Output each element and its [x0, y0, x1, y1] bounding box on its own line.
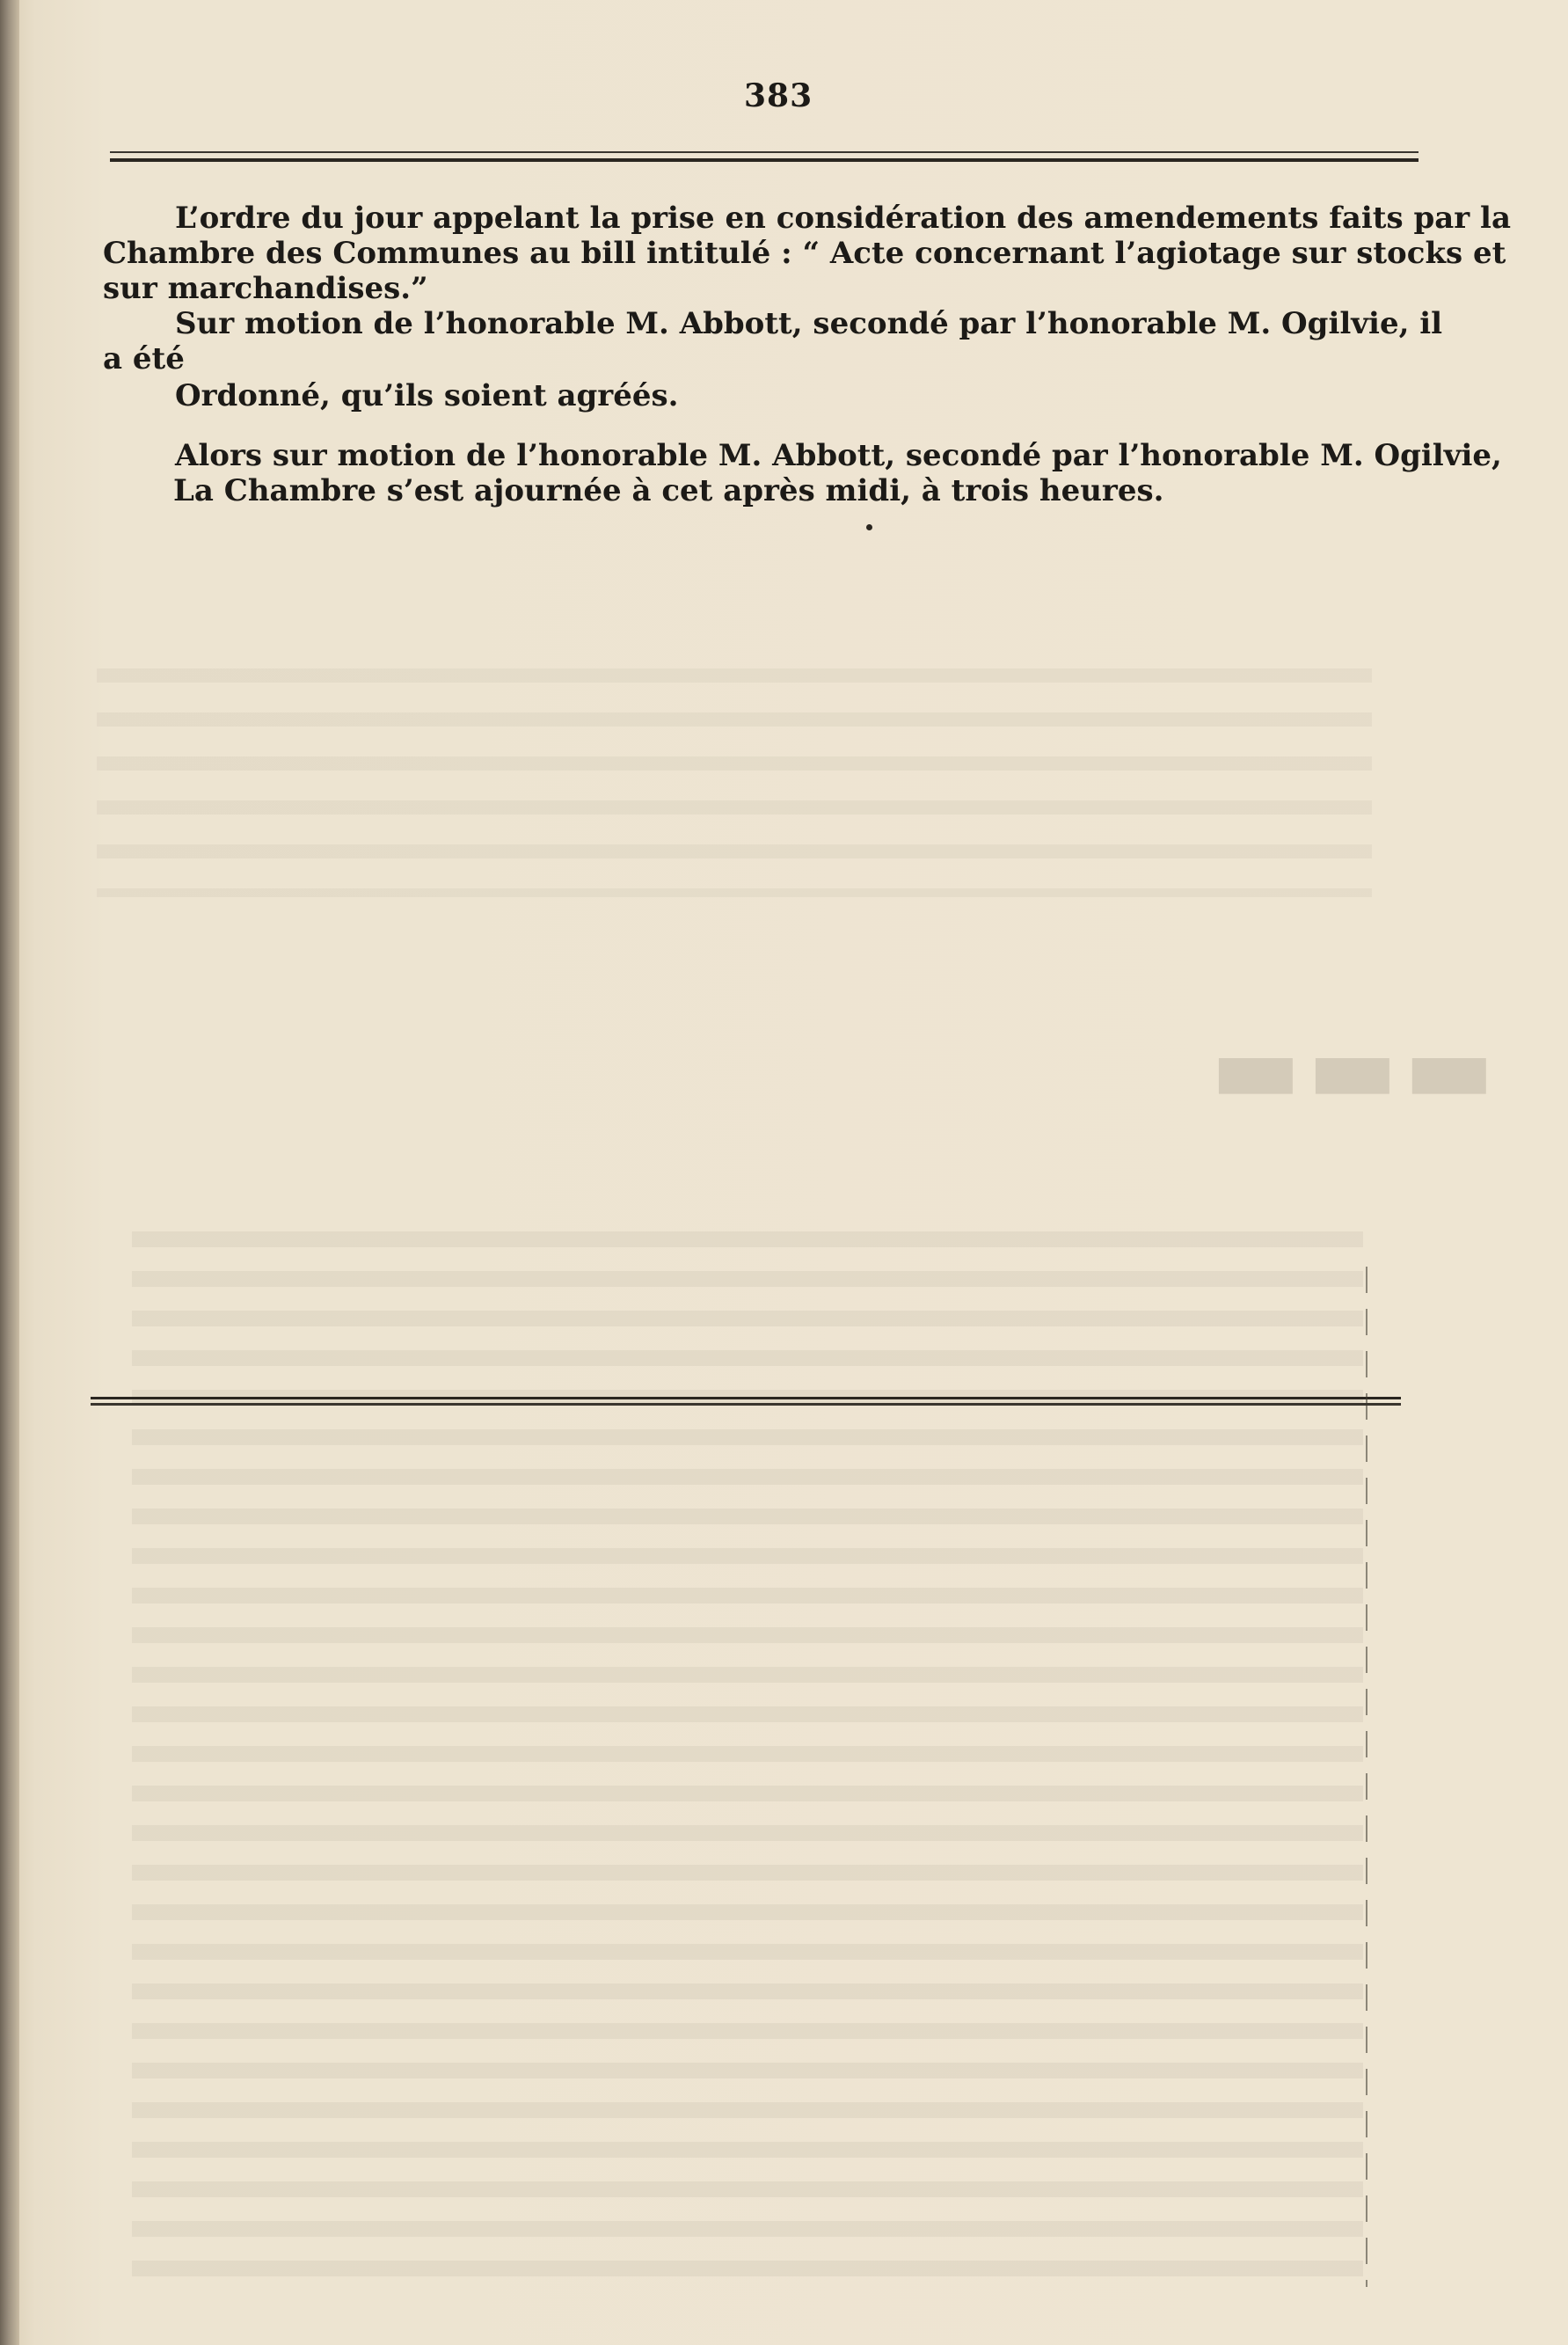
section-rule	[91, 1397, 1401, 1407]
show-through-text-block	[132, 1231, 1363, 2287]
text-line: sur marchandises.”	[103, 271, 428, 306]
header-rule	[110, 151, 1418, 165]
text-line: a été	[103, 341, 185, 376]
text-line: La Chambre s’est ajournée à cet après midi, à trois heures.	[173, 473, 1164, 508]
paragraph-adjournment	[103, 438, 1502, 508]
paragraph-motion	[103, 306, 1443, 376]
paragraph-amendments	[103, 201, 1511, 306]
page-binding-edge	[0, 0, 19, 2345]
text-line: L’ordre du jour appelant la prise en considération des amendements faits par la	[175, 201, 1511, 236]
text-line: Chambre des Communes au bill intitulé : “ Acte concernant l’agiotage sur stocks et	[103, 236, 1506, 271]
show-through-text-block	[97, 668, 1372, 897]
show-through-heading: ▬▬▬	[1205, 1012, 1495, 1124]
text-line: Ordonné, qu’ils soient agréés.	[175, 378, 679, 413]
page-number: 383	[744, 77, 813, 114]
show-through-column-rule	[1366, 1267, 1367, 2287]
paragraph-ordered	[103, 378, 1440, 413]
text-line: Sur motion de l’honorable M. Abbott, secondé par l’honorable M. Ogilvie, il	[175, 306, 1443, 341]
text-line: Alors sur motion de l’honorable M. Abbott, secondé par l’honorable M. Ogilvie,	[175, 438, 1502, 473]
ink-mark	[866, 524, 872, 530]
